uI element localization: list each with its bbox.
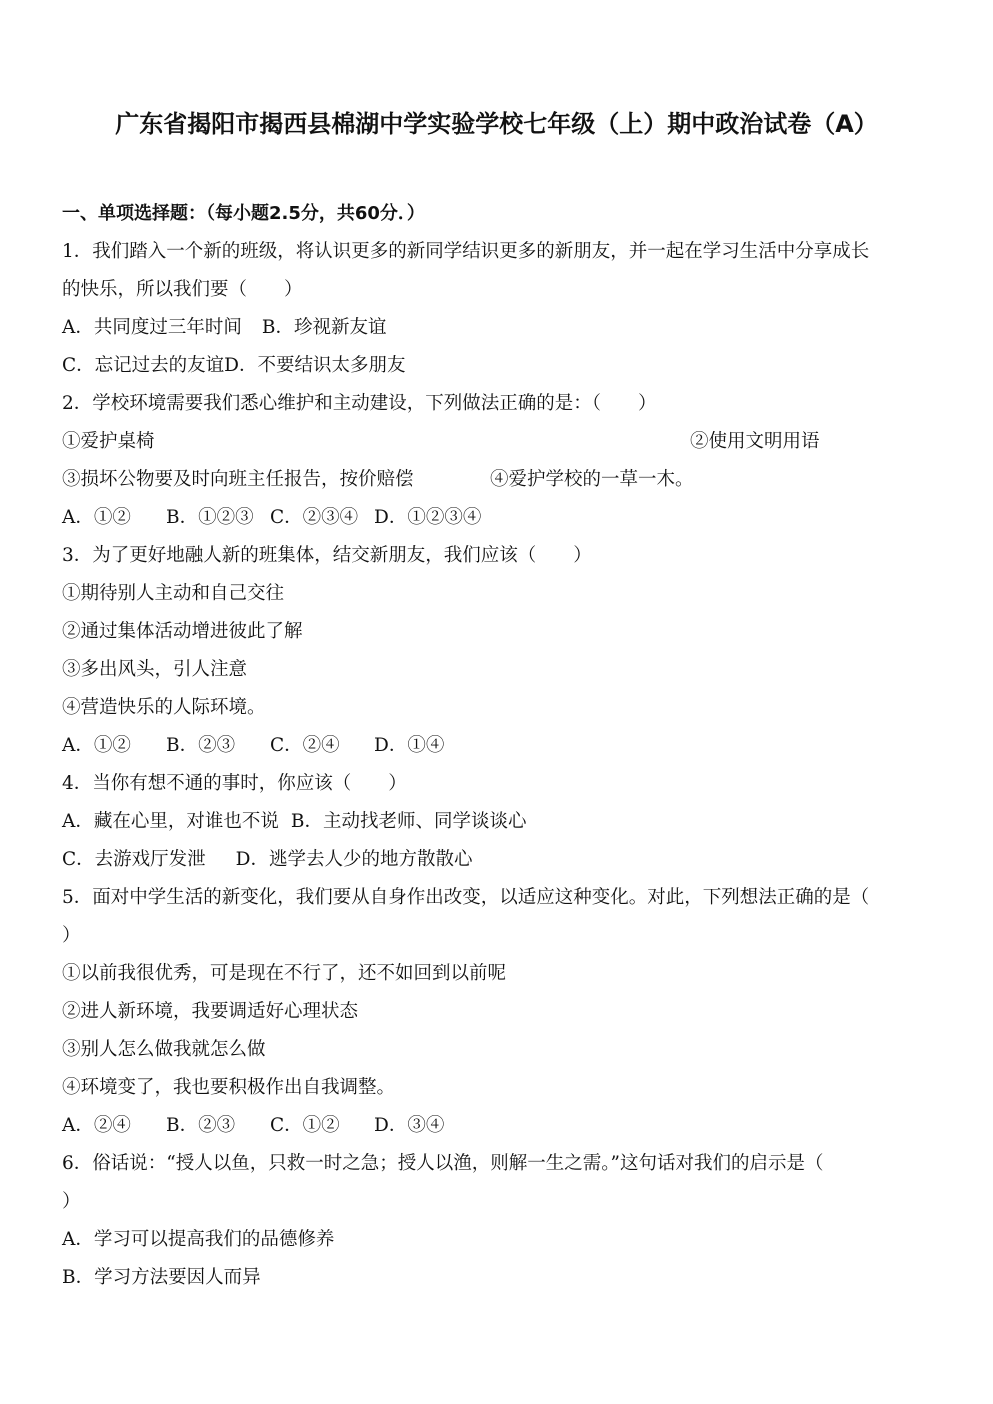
q5-item-2: ②进人新环境，我要调适好心理状态: [62, 1001, 359, 1022]
q2-item-4: ④爱护学校的一草一木。: [490, 469, 694, 490]
q5-item-1: ①以前我很优秀，可是现在不行了，还不如回到以前呢: [62, 963, 507, 984]
section-heading: 一、单项选择题：（每小题2.5分，共60分．）: [62, 203, 425, 224]
q5-stem-line2: ）: [62, 925, 81, 946]
q2-option-c: C．②③④: [270, 507, 359, 528]
q6-stem-line2: ）: [62, 1191, 81, 1212]
q5-item-4: ④环境变了，我也要积极作出自我调整。: [62, 1077, 396, 1098]
q5-option-a: A．②④: [62, 1115, 131, 1136]
q5-stem-line1: 5．面对中学生活的新变化，我们要从自身作出改变，以适应这种变化。对此，下列想法正确的是（: [62, 887, 870, 908]
q2-option-d: D．①②③④: [374, 507, 482, 528]
q2-option-b: B．①②③: [166, 507, 254, 528]
q2-stem: 2．学校环境需要我们悉心维护和主动建设，下列做法正确的是：（ ）: [62, 393, 657, 414]
q6-option-b: B．学习方法要因人而异: [62, 1267, 261, 1288]
q3-option-c: C．②④: [270, 735, 340, 756]
q5-item-3: ③别人怎么做我就怎么做: [62, 1039, 266, 1060]
q2-item-2: ②使用文明用语: [690, 431, 820, 452]
q1-option-d: D．不要结识太多朋友: [224, 355, 406, 376]
q4-option-d: D．逃学去人少的地方散散心: [235, 849, 473, 870]
q2-item-1: ①爱护桌椅: [62, 431, 155, 452]
page-title: 广东省揭阳市揭西县棉湖中学实验学校七年级（上）期中政治试卷（A）: [115, 110, 878, 138]
q3-item-1: ①期待别人主动和自己交往: [62, 583, 285, 604]
q3-stem: 3．为了更好地融人新的班集体，结交新朋友，我们应该（ ）: [62, 545, 592, 566]
q3-option-b: B．②③: [166, 735, 236, 756]
q5-option-b: B．②③: [166, 1115, 236, 1136]
q4-option-a: A．藏在心里，对谁也不说: [62, 811, 279, 832]
q2-options: [62, 500, 481, 536]
q5-option-d: D．③④: [374, 1115, 445, 1136]
q2-item-3: ③损坏公物要及时向班主任报告，按价赔偿: [62, 469, 414, 490]
q5-options: [62, 1108, 444, 1144]
q1-options-row2: [62, 348, 406, 384]
q3-item-3: ③多出风头，引人注意: [62, 659, 248, 680]
q1-options-row1: [62, 310, 386, 346]
q3-option-d: D．①④: [374, 735, 445, 756]
q4-stem: 4．当你有想不通的事时，你应该（ ）: [62, 773, 407, 794]
q1-option-a: A．共同度过三年时间: [62, 317, 242, 338]
q4-options-row1: [62, 804, 526, 840]
q3-item-4: ④营造快乐的人际环境。: [62, 697, 266, 718]
q4-options-row2: [62, 842, 473, 878]
q3-item-2: ②通过集体活动增进彼此了解: [62, 621, 303, 642]
q6-option-a: A．学习可以提高我们的品德修养: [62, 1229, 335, 1250]
q1-stem-line2: 的快乐，所以我们要（ ）: [62, 279, 303, 300]
q1-option-c: C．忘记过去的友谊: [62, 355, 225, 376]
q4-option-c: C．去游戏厅发泄: [62, 849, 206, 870]
q1-stem-line1: 1．我们踏入一个新的班级，将认识更多的新同学结识更多的新朋友，并一起在学习生活中分享成长: [62, 241, 870, 262]
q3-options: [62, 728, 444, 764]
q1-option-b: B．珍视新友谊: [261, 317, 387, 338]
q5-option-c: C．①②: [270, 1115, 340, 1136]
q2-option-a: A．①②: [62, 507, 131, 528]
q4-option-b: B．主动找老师、同学谈谈心: [290, 811, 527, 832]
q6-stem-line1: 6．俗话说：“授人以鱼，只救一时之急；授人以渔，则解一生之需。”这句话对我们的启示是（: [62, 1153, 824, 1174]
q3-option-a: A．①②: [62, 735, 131, 756]
